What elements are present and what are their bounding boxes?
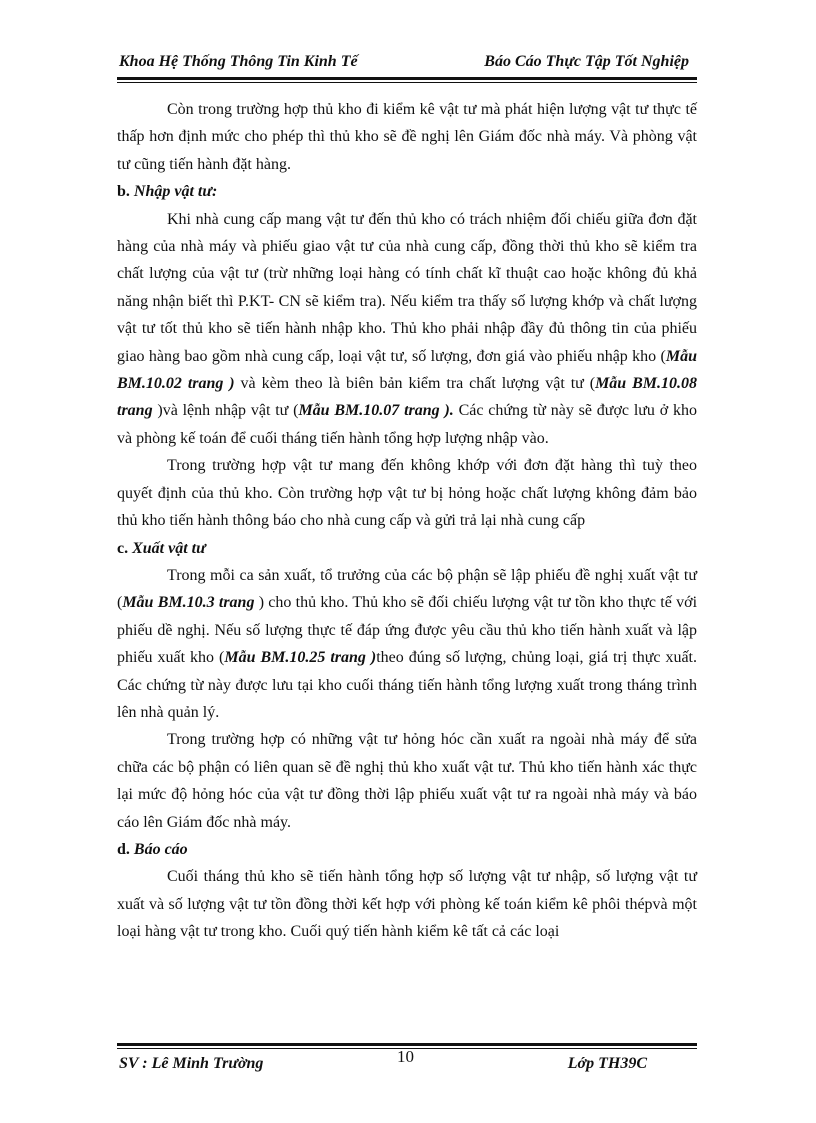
- section-d-heading: [117, 836, 697, 863]
- section-b-heading: [117, 178, 697, 205]
- paragraph-4-text-3: theo đúng số lượng, chủng loại, giá trị thực xuất. Các chứng từ này được lưu tại kho cuối tháng tiến hành tổng lượng xuất trong tháng trình lên nhà quản lý.: [117, 649, 697, 721]
- paragraph-2-text-1: Khi nhà cung cấp mang vật tư đến thủ kho có trách nhiệm đối chiếu giữa đơn đặt hàng của nhà máy và phiếu giao vật tư của nhà cung cấp, đồng thời thủ kho sẽ kiểm tra chất lượng của vật tư (trừ những loại hàng có tính chất kĩ thuật cao hoặc không đủ khả năng nhận biết thì P.KT- CN sẽ kiểm tra). Nếu kiểm tra thấy số lượng khớp và chất lượng vật tư tốt thủ kho sẽ tiến hành nhập kho. Thủ kho phải nhập đầy đủ thông tin của phiếu giao hàng bao gồm nhà cung cấp, loại vật tư, số lượng, đơn giá vào phiếu nhập kho (: [117, 210, 697, 365]
- paragraph-2: [117, 206, 697, 453]
- section-b-title: Nhập vật tư:: [133, 183, 218, 201]
- section-d-label: d.: [117, 840, 130, 858]
- paragraph-2-text-2: và kèm theo là biên bản kiểm tra chất lượng vật tư (: [234, 375, 596, 393]
- header-report-title: Báo Cáo Thực Tập Tốt Nghiệp: [484, 53, 689, 70]
- page-number: 10: [397, 1047, 414, 1066]
- page-body: [117, 96, 697, 946]
- paragraph-4-text-2: ) cho thủ kho. Thủ kho sẽ đối chiếu lượng vật tư tồn kho thực tế với phiếu dề nghị. Nếu số lượng thực tế đáp ứng được yêu cầu thủ kho tiến hành xuất và lập phiếu xuất kho (: [117, 594, 698, 667]
- paragraph-6: Cuối tháng thủ kho sẽ tiến hành tổng hợp số lượng vật tư nhập, số lượng vật tư xuất và số lượng vật tư tồn đồng thời kết hợp với phòng kế toán kiểm kê phôi thépvà một loại hàng vật tư trong kho. Cuối quý tiến hành kiểm kê tất cả các loại: [117, 868, 697, 941]
- paragraph-1: Còn trong trường hợp thủ kho đi kiểm kê vật tư mà phát hiện lượng vật tư thực tế thấp hơn định mức cho phép thì thủ kho sẽ đề nghị lên Giám đốc nhà máy. Và phòng vật tư cũng tiến hành đặt hàng.: [117, 101, 697, 173]
- section-c-heading: [117, 535, 697, 562]
- section-c-label: c.: [117, 539, 129, 557]
- header-faculty: Khoa Hệ Thống Thông Tin Kinh Tế: [119, 53, 358, 70]
- form-ref-bm-10-25: Mẫu BM.10.25 trang ): [224, 649, 377, 667]
- paragraph-4-text-1: Trong mỗi ca sản xuất, tổ trưởng của các bộ phận sẽ lập phiếu đề nghị xuất vật tư (: [117, 566, 697, 612]
- page-footer: [117, 1043, 697, 1083]
- footer-class: Lớp TH39C: [567, 1055, 647, 1072]
- paragraph-3: Trong trường hợp vật tư mang đến không khớp với đơn đặt hàng thì tuỳ theo quyết định của thủ kho. Còn trường hợp vật tư bị hỏng hoặc chất lượng không đảm bảo thủ kho tiến hành thông báo cho nhà cung cấp và gửi trả lại nhà cung cấp: [117, 457, 697, 530]
- form-ref-bm-10-3: Mẫu BM.10.3 trang: [122, 594, 255, 612]
- form-ref-bm-10-08: Mẫu BM.10.08 trang: [117, 375, 698, 420]
- form-ref-bm-10-07: Mẫu BM.10.07 trang ).: [298, 402, 454, 420]
- header-rule-thin: [117, 82, 697, 83]
- footer-student: SV : Lê Minh Trường: [119, 1055, 264, 1072]
- section-c-title: Xuất vật tư: [132, 539, 206, 557]
- header-rule-thick: [117, 77, 697, 80]
- paragraph-4: [117, 562, 697, 726]
- form-ref-bm-10-02: Mẫu BM.10.02 trang ): [117, 347, 697, 393]
- paragraph-2-text-3: )và lệnh nhập vật tư (: [152, 402, 299, 420]
- section-b-label: b.: [117, 183, 130, 201]
- paragraph-2-text-4: Các chứng từ này sẽ được lưu ở kho và phòng kế toán để cuối tháng tiến hành tổng hợp lượng nhập vào.: [117, 402, 697, 447]
- page-header: [117, 50, 697, 80]
- section-d-title: Báo cáo: [133, 840, 188, 858]
- paragraph-5: Trong trường hợp có những vật tư hỏng hóc cần xuất ra ngoài nhà máy để sửa chữa các bộ phận có liên quan sẽ đề nghị thủ kho xuất vật tư. Thủ kho tiến hành xác thực lại mức độ hỏng hóc của vật tư đồng thời lập phiếu xuất vật tư ra ngoài nhà máy và báo cáo lên Giám đốc nhà máy.: [117, 731, 697, 831]
